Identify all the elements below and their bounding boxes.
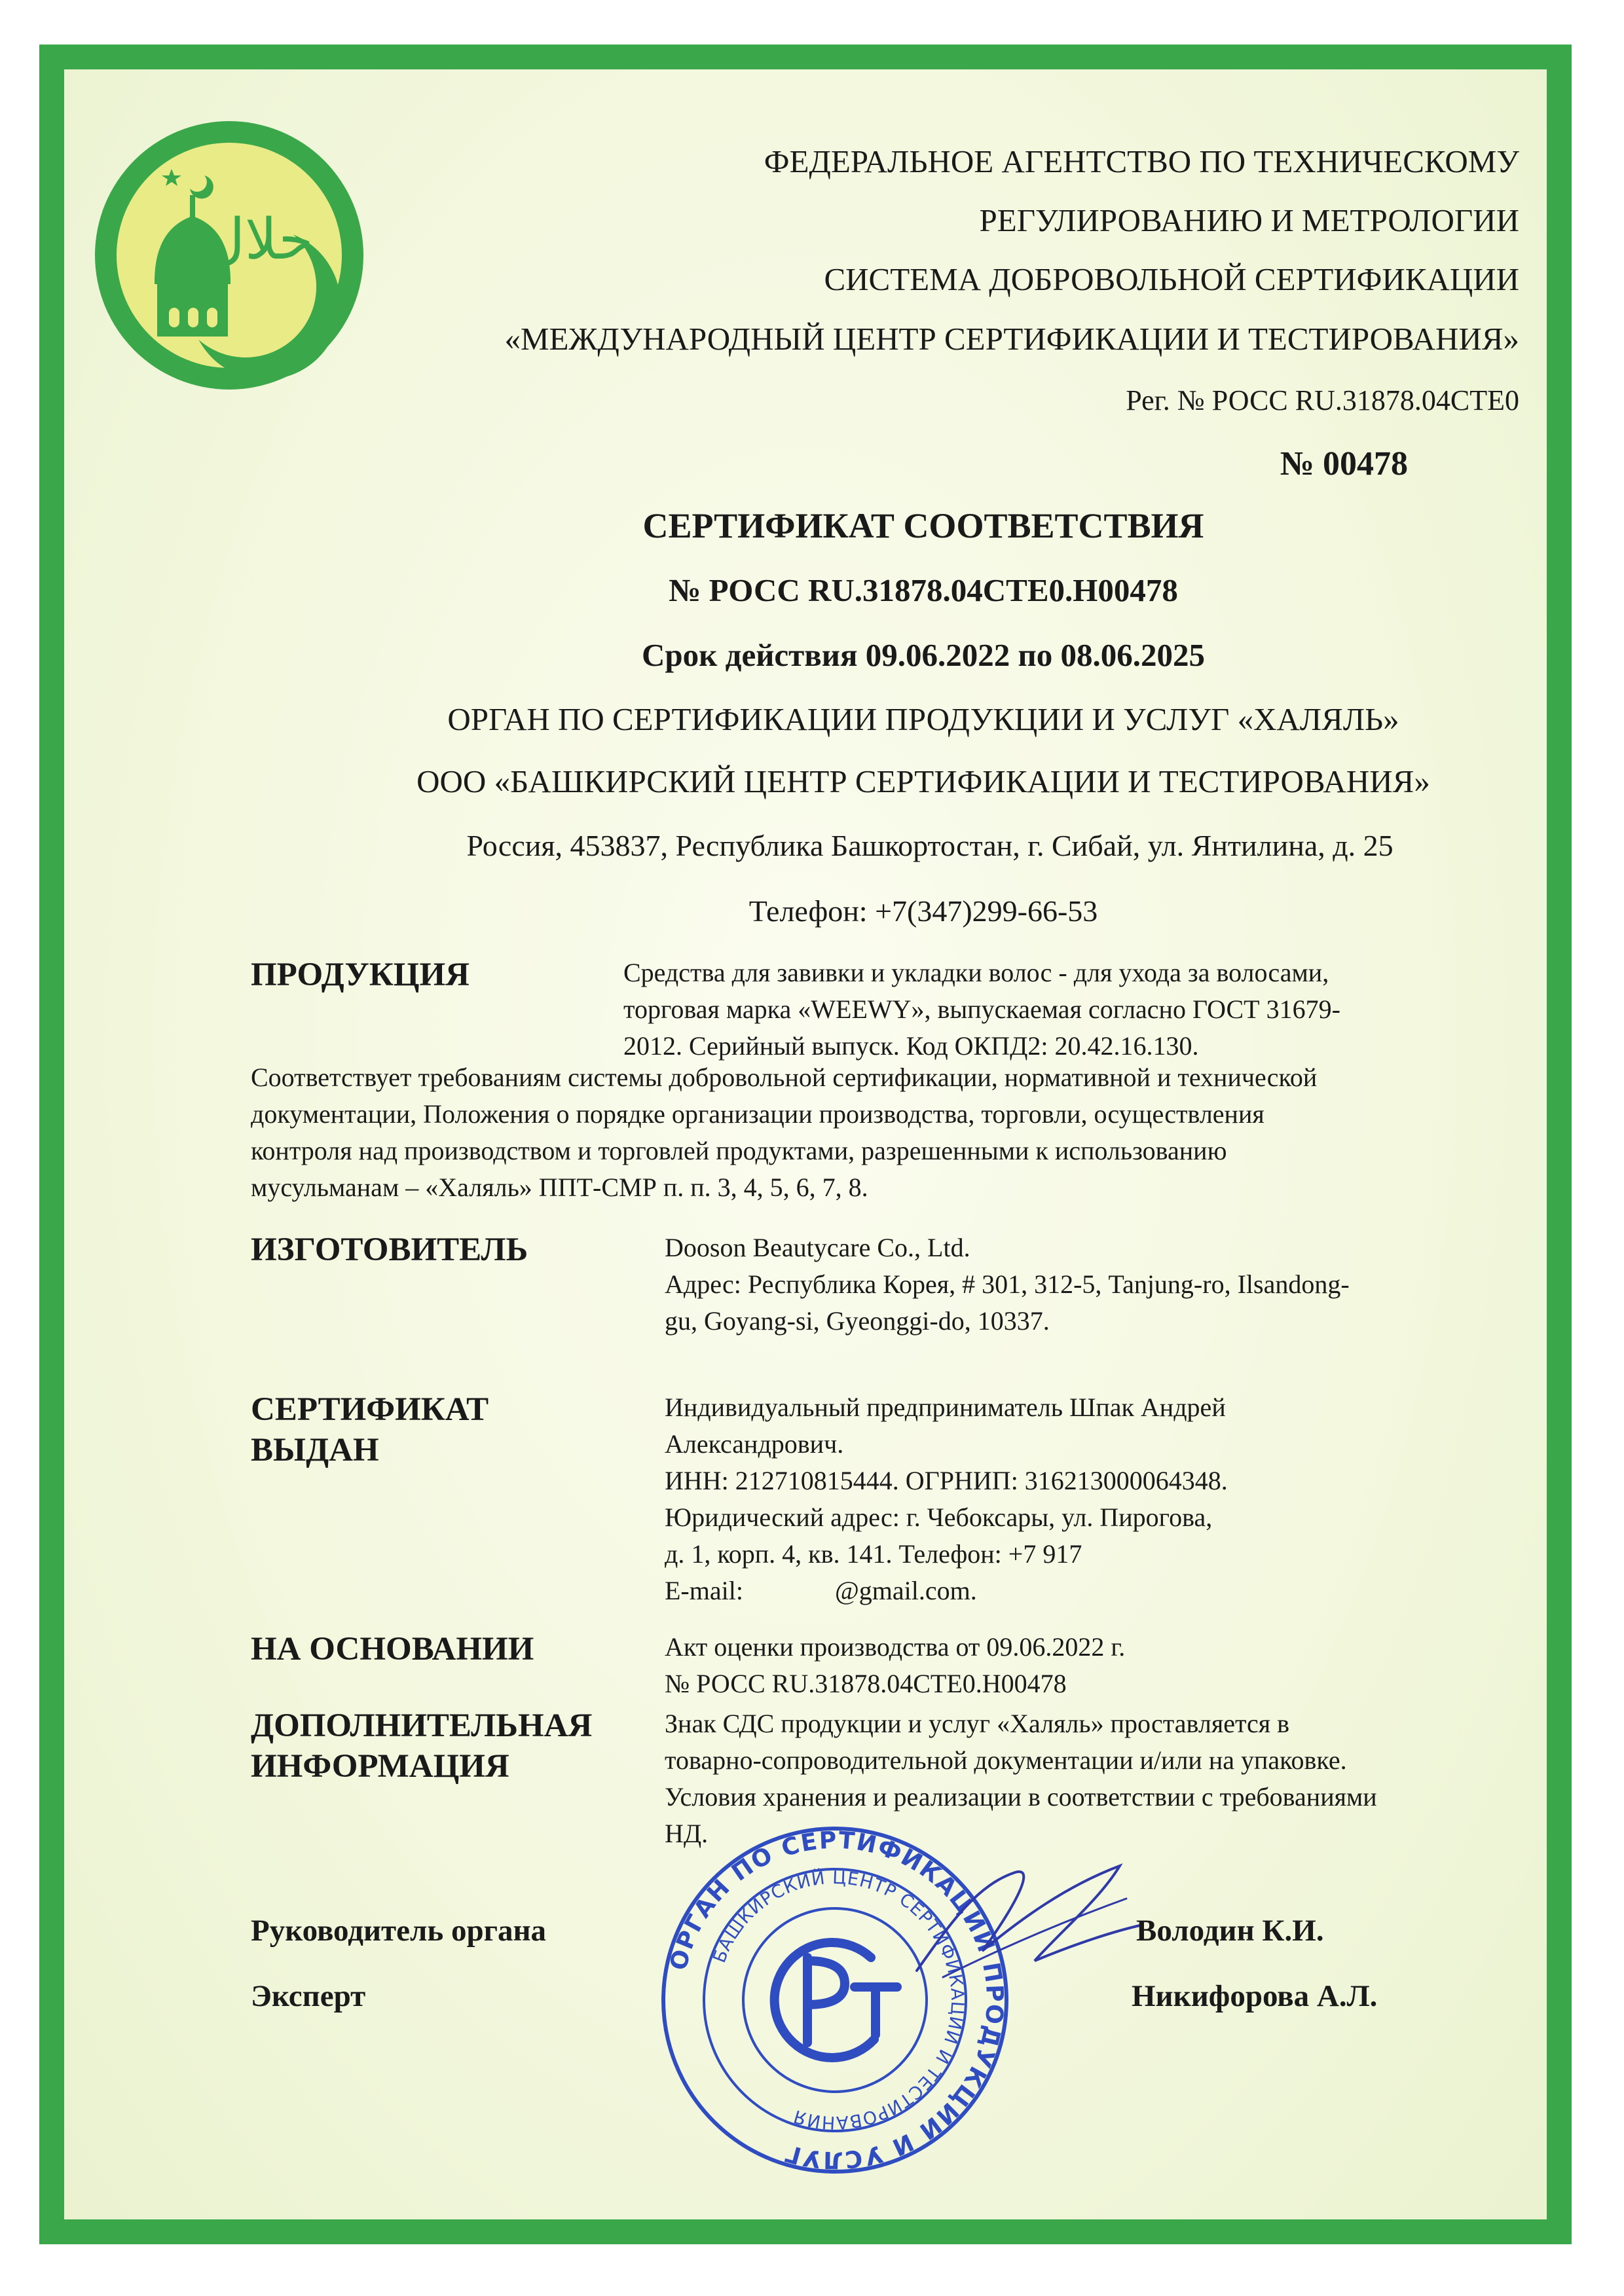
issued-to-line: Индивидуальный предприниматель Шпак Андрей xyxy=(665,1393,1226,1422)
manufacturer-heading: ИЗГОТОВИТЕЛЬ xyxy=(251,1231,528,1268)
certificate-title: СЕРТИФИКАТ СООТВЕТСТВИЯ xyxy=(642,506,1204,545)
additional-info-heading: ДОПОЛНИТЕЛЬНАЯ ИНФОРМАЦИЯ xyxy=(251,1707,593,1785)
product-heading: ПРОДУКЦИЯ xyxy=(251,957,470,993)
issued-to-details xyxy=(665,1389,1228,1609)
product-line: торговая марка «WEEWY», выпускаемая согласно ГОСТ 31679- xyxy=(623,994,1340,1024)
basis-line: Акт оценки производства от 09.06.2022 г. xyxy=(665,1632,1126,1662)
basis-line: № РОСС RU.31878.04СТЕ0.Н00478 xyxy=(665,1669,1067,1698)
manufacturer-line: Dooson Beautycare Co., Ltd. xyxy=(665,1233,970,1262)
reg-number: Рег. № РОСС RU.31878.04СТЕ0 xyxy=(1126,384,1519,416)
org-phone: Телефон: +7(347)299-66-53 xyxy=(748,894,1098,928)
issued-to-heading: СЕРТИФИКАТ ВЫДАН xyxy=(251,1391,489,1468)
compliance-text xyxy=(251,1059,1317,1206)
issued-to-line: E-mail: @gmail.com. xyxy=(665,1576,977,1605)
head-label: Руководитель органа xyxy=(251,1914,547,1948)
basis-heading: НА ОСНОВАНИИ xyxy=(251,1631,534,1667)
certification-org: ООО «БАШКИРСКИЙ ЦЕНТР СЕРТИФИКАЦИИ И ТЕСТИРОВАНИЯ» xyxy=(416,763,1430,799)
issued-to-line: Александрович. xyxy=(665,1429,844,1459)
certification-body: ОРГАН ПО СЕРТИФИКАЦИИ ПРОДУКЦИИ И УСЛУГ «ХАЛЯЛЬ» xyxy=(447,701,1399,737)
issued-to-line: ИНН: 212710815444. ОГРНИП: 316213000064348. xyxy=(665,1466,1228,1495)
expert-name: Никифорова А.Л. xyxy=(1132,1979,1378,2013)
svg-text:حلال: حلال xyxy=(204,207,314,272)
agency-line-1: ФЕДЕРАЛЬНОЕ АГЕНТСТВО ПО ТЕХНИЧЕСКОМУ xyxy=(764,143,1519,179)
svg-text:БАШКИРСКИЙ ЦЕНТР СЕРТИФИКАЦИИ: БАШКИРСКИЙ ЦЕНТР СЕРТИФИКАЦИИ И ТЕСТИРОВАНИЯ xyxy=(709,1867,968,2133)
basis-details xyxy=(665,1629,1125,1702)
signature xyxy=(904,1846,1153,1990)
center-name: «МЕЖДУНАРОДНЫЙ ЦЕНТР СЕРТИФИКАЦИИ И ТЕСТИРОВАНИЯ» xyxy=(504,321,1519,357)
product-line: 2012. Серийный выпуск. Код ОКПД2: 20.42.16.130. xyxy=(623,1031,1199,1061)
head-name: Володин К.И. xyxy=(1136,1914,1324,1948)
halal-logo xyxy=(92,118,367,393)
additional-line: товарно-сопроводительной документации и/или на упаковке. xyxy=(665,1745,1347,1775)
compliance-line: контроля над производством и торговлей продуктами, разрешенными к использованию xyxy=(251,1136,1227,1165)
agency-line-2: РЕГУЛИРОВАНИЮ И МЕТРОЛОГИИ xyxy=(979,202,1519,238)
product-line: Средства для завивки и укладки волос - для ухода за волосами, xyxy=(623,958,1329,987)
org-address: Россия, 453837, Республика Башкортостан, г. Сибай, ул. Янтилина, д. 25 xyxy=(466,829,1393,862)
additional-line: НД. xyxy=(665,1819,709,1848)
manufacturer-line: gu, Goyang-si, Gyeonggi-do, 10337. xyxy=(665,1306,1050,1336)
validity-period: Срок действия 09.06.2022 по 08.06.2025 xyxy=(642,637,1205,673)
certificate-number: № РОСС RU.31878.04СТЕ0.Н00478 xyxy=(669,572,1178,608)
product-description xyxy=(623,955,1340,1065)
system-line: СИСТЕМА ДОБРОВОЛЬНОЙ СЕРТИФИКАЦИИ xyxy=(824,261,1519,297)
manufacturer-details xyxy=(665,1230,1350,1339)
issued-to-line: Юридический адрес: г. Чебоксары, ул. Пирогова, xyxy=(665,1503,1213,1532)
manufacturer-line: Адрес: Республика Корея, # 301, 312-5, Tanjung-ro, Ilsandong- xyxy=(665,1269,1350,1299)
svg-text:ОРГАН ПО СЕРТИФИКАЦИИ ПРОДУКЦИ: ОРГАН ПО СЕРТИФИКАЦИИ ПРОДУКЦИИ И УСЛУГ xyxy=(665,1827,1008,2174)
compliance-line: документации, Положения о порядке организации производства, торговли, осуществления xyxy=(251,1099,1264,1129)
form-number: № 00478 xyxy=(1280,445,1408,483)
expert-label: Эксперт xyxy=(251,1979,366,2013)
compliance-line: мусульманам – «Халяль» ППТ-СМР п. п. 3, 4, 5, 6, 7, 8. xyxy=(251,1173,868,1202)
issued-to-line: д. 1, корп. 4, кв. 141. Телефон: +7 917 xyxy=(665,1539,1082,1569)
additional-line: Знак СДС продукции и услуг «Халяль» проставляется в xyxy=(665,1709,1289,1738)
additional-line: Условия хранения и реализации в соответствии с требованиями xyxy=(665,1782,1377,1812)
compliance-line: Соответствует требованиям системы добровольной сертификации, нормативной и технической xyxy=(251,1063,1318,1092)
